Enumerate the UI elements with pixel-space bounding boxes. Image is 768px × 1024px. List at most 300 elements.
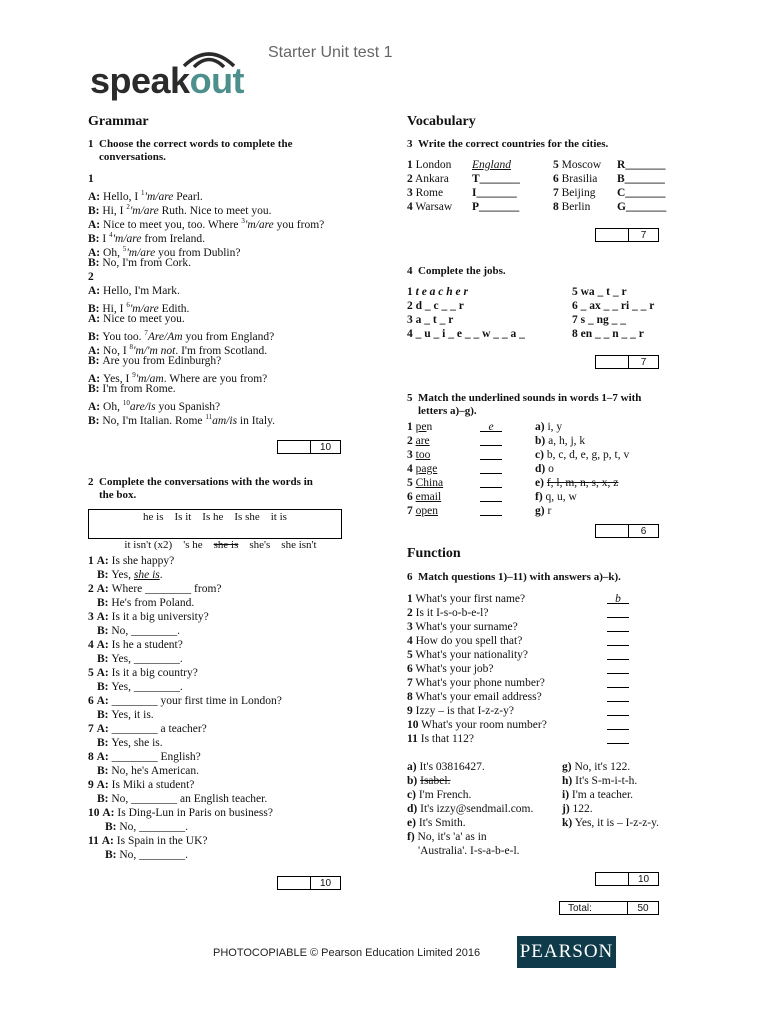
city-name: Rome [415, 187, 444, 199]
answer-option [562, 760, 630, 774]
answer-blank [480, 476, 502, 488]
question-text: What's your surname? [415, 621, 518, 633]
example-answer: England [472, 159, 511, 171]
speaker: B: [97, 709, 112, 721]
text: Where ________ from? [111, 583, 222, 595]
word-box-line-1: he is Is it Is he Is she it is [143, 511, 287, 523]
speaker: A: [96, 667, 112, 679]
speaker: A: [88, 285, 104, 297]
question-text: What's your room number? [421, 719, 547, 731]
conversation-line [88, 354, 221, 368]
answer-line [97, 764, 199, 778]
item-number: 6 [572, 300, 578, 312]
country-answer [472, 172, 520, 186]
item-number: 5 [88, 667, 94, 679]
text: Ruth. Nice to meet you. [158, 204, 272, 217]
speaker: A: [88, 400, 104, 413]
job-letters: s _ ng _ _ [580, 314, 626, 326]
item-number: 6 [88, 695, 94, 707]
question-item [407, 676, 545, 690]
answer-blank [607, 718, 629, 730]
option-letter: a) [535, 421, 545, 433]
speaker: B: [105, 821, 120, 833]
sound-word [407, 504, 438, 518]
city-name: Berlin [561, 201, 591, 213]
job-letters: a _ t _ r [415, 314, 454, 326]
item-number: 8 [553, 201, 559, 213]
conversation-line [88, 284, 180, 298]
item-number: 2 [407, 300, 413, 312]
question-text: Is it I-s-o-b-e-l? [415, 607, 489, 619]
answer-blank [607, 676, 629, 688]
text: No, ________. [119, 821, 189, 833]
country-answer [472, 158, 511, 172]
superscript-number: 9 [132, 371, 136, 379]
answer-option [407, 816, 466, 830]
answer-blank [480, 490, 502, 502]
option-text: q, u, w [545, 491, 577, 503]
superscript-number: 4 [109, 231, 113, 239]
grammar-title: Grammar [88, 114, 149, 129]
footer-copyright: PHOTOCOPIABLE © Pearson Education Limited 2016 [213, 947, 481, 959]
item-number: 8 [88, 751, 94, 763]
job-letters: en _ _ n _ _ r [580, 328, 644, 340]
option-letter: e) [535, 477, 544, 489]
item-number: 3 [407, 449, 413, 461]
text: Nice to meet you. [103, 313, 185, 325]
example-answer: she is [133, 569, 160, 581]
item-number: 2 [407, 173, 413, 185]
text: Are you from Edinburgh? [102, 355, 222, 367]
question-item [407, 732, 474, 746]
text: you from England? [182, 330, 275, 343]
sound-option [535, 420, 562, 434]
question-item [407, 704, 514, 718]
answer-blank [607, 704, 629, 716]
text: . [159, 569, 163, 581]
job-item [572, 327, 644, 341]
sound-option [535, 434, 585, 448]
sound-word [407, 462, 437, 476]
city-item [553, 158, 601, 172]
text: No, ________ an English teacher. [111, 793, 268, 805]
question-line [88, 666, 198, 680]
text: Is it a big country? [111, 667, 198, 679]
answer-line [97, 652, 183, 666]
text: . I'm from Scotland. [175, 344, 268, 357]
superscript-number: 7 [144, 329, 148, 337]
question-text: What's your email address? [415, 691, 542, 703]
answer-line [97, 736, 163, 750]
option-letter: d) [535, 463, 546, 475]
word-box-struck: she is [213, 539, 239, 551]
item-number: 6 [407, 491, 413, 503]
speaker: B: [97, 569, 112, 581]
question-text: What's your job? [415, 663, 494, 675]
option-letter: f) [535, 491, 543, 503]
option-letter: b) [535, 435, 546, 447]
superscript-number: 11 [205, 413, 213, 421]
country-blank: R_______ [617, 159, 666, 171]
ex4-instruction: 4 Complete the jobs. [407, 265, 506, 277]
pearson-logo: PEARSON [517, 936, 616, 968]
text: 1 [88, 173, 94, 185]
job-item [407, 299, 464, 313]
item-number: 7 [572, 314, 578, 326]
answer-blank [480, 434, 502, 446]
city-item [407, 186, 443, 200]
text: Yes, I [103, 372, 133, 385]
option-letter: f) [407, 831, 415, 843]
answer-option [407, 774, 450, 788]
city-item [407, 172, 449, 186]
job-item [572, 285, 627, 299]
ex5-score-box: 6 [595, 524, 659, 538]
example-answer: e [488, 421, 494, 433]
item-number: 9 [88, 779, 94, 791]
text: in Italy. [237, 414, 275, 427]
unit-title: Starter Unit test 1 [268, 44, 393, 61]
speaker: B: [97, 625, 112, 637]
text: Hi, I [102, 204, 127, 217]
option-text: b, c, d, e, g, p, t, v [546, 449, 630, 461]
item-number: 4 [407, 463, 413, 475]
speaker: A: [96, 779, 112, 791]
answer-blank [480, 448, 502, 460]
word-box-line-2b: she's she isn't [238, 539, 317, 551]
speaker: B: [97, 737, 112, 749]
speaker: A: [96, 583, 112, 595]
question-line [88, 834, 207, 848]
question-text: Is that 112? [420, 733, 474, 745]
item-number: 10 [407, 719, 419, 731]
ex6-score-box: 10 [595, 872, 659, 886]
country-blank: C_______ [617, 187, 666, 199]
text: No, I'm Italian. Rome [102, 414, 206, 427]
item-number: 11 [88, 835, 99, 847]
job-letters: wa _ t _ r [580, 286, 627, 298]
sound-option [535, 448, 629, 462]
item-number: 1 [407, 593, 413, 605]
speaker: B: [88, 330, 103, 343]
option-letter: h) [562, 775, 573, 787]
word-box-line-2a: it isn't (x2) 's he [124, 539, 214, 551]
speaker: B: [88, 232, 103, 245]
text: Is it a big university? [111, 611, 209, 623]
text: ________ a teacher? [111, 723, 207, 735]
job-letters: _ u _ i _ e _ _ w _ _ a _ [415, 328, 525, 340]
underlined-sound: open [415, 505, 438, 517]
speaker: B: [88, 302, 103, 315]
superscript-number: 8 [129, 343, 134, 351]
answer-option [407, 802, 533, 816]
text: No, I [103, 344, 130, 357]
logo-word-out: out [189, 60, 245, 101]
text: He's from Poland. [111, 597, 195, 609]
text: Is he a student? [111, 639, 183, 651]
option-text: i, y [547, 421, 563, 433]
choice: 'm/are [112, 232, 142, 245]
answer-blank [607, 732, 629, 744]
job-letters: t e a c h e r [415, 286, 469, 298]
speaker: B: [97, 653, 112, 665]
text: Hi, I [102, 302, 127, 315]
answer-option [407, 788, 471, 802]
item-number: 4 [407, 635, 413, 647]
text: Is Spain in the UK? [116, 835, 208, 847]
ex1-score-box: 10 [277, 440, 341, 454]
option-text: Isabel. [420, 775, 451, 787]
choice: 'm/are [126, 246, 156, 259]
answer-blank [607, 606, 629, 618]
option-text: It's S-m-i-t-h. [575, 775, 638, 787]
job-item [572, 313, 626, 327]
country-blank: T_______ [472, 173, 520, 185]
text: Yes, she is. [111, 737, 163, 749]
answer-blank [607, 592, 629, 604]
answer-line [97, 624, 180, 638]
choice: 'm/are [129, 302, 159, 315]
city-name: Moscow [561, 159, 602, 171]
choice: 'm/are [144, 190, 174, 203]
item-number: 11 [407, 733, 418, 745]
question-item [407, 606, 488, 620]
speaker: A: [96, 639, 112, 651]
answer-line [105, 848, 188, 862]
question-item [407, 620, 518, 634]
option-letter: d) [407, 803, 418, 815]
speaker: B: [97, 765, 112, 777]
item-number: 7 [553, 187, 559, 199]
city-item [553, 172, 597, 186]
question-line [88, 778, 194, 792]
function-title: Function [407, 546, 461, 561]
text: you from? [273, 218, 325, 231]
text: from Ireland. [141, 232, 206, 245]
conversation-line [88, 382, 176, 396]
speaker: B: [105, 849, 120, 861]
question-item [407, 690, 542, 704]
answer-option [562, 816, 659, 830]
country-blank: B_______ [617, 173, 665, 185]
ex3-instruction: 3 Write the correct countries for the cities. [407, 138, 609, 150]
option-letter: i) [562, 789, 570, 801]
country-blank: G_______ [617, 201, 667, 213]
country-answer [617, 158, 666, 172]
text: Yes, ________. [111, 653, 183, 665]
question-line [88, 694, 282, 708]
option-letter: c) [535, 449, 544, 461]
text: Oh, [103, 400, 123, 413]
choice: 'm/'m not [133, 344, 176, 357]
country-answer [472, 186, 517, 200]
speaker: A: [88, 246, 104, 259]
text: Oh, [103, 246, 123, 259]
item-number: 3 [88, 611, 94, 623]
item-number: 6 [553, 173, 559, 185]
item-number: 5 [553, 159, 559, 171]
sound-word [407, 434, 430, 448]
answer-line [105, 820, 188, 834]
text: Pearl. [173, 190, 203, 203]
conversation-line [88, 410, 275, 428]
item-number: 3 [407, 621, 413, 633]
ex1-instruction: 1 Choose the correct words to complete the conversations. [88, 138, 293, 163]
question-line [88, 806, 273, 820]
city-name: Brasilia [561, 173, 598, 185]
country-answer [472, 200, 519, 214]
question-line [88, 638, 183, 652]
item-number: 8 [572, 328, 578, 340]
option-letter: e) [407, 817, 416, 829]
item-number: 10 [88, 807, 100, 819]
option-text: a, h, j, k [548, 435, 586, 447]
speaker: A: [88, 218, 104, 231]
item-number: 3 [407, 187, 413, 199]
answer-blank [607, 690, 629, 702]
text: you Spanish? [155, 400, 221, 413]
option-text: It's 03816427. [419, 761, 485, 773]
underlined-sound: page [415, 463, 438, 475]
choice: are/is [129, 400, 156, 413]
ex4-score-box: 7 [595, 355, 659, 369]
job-item [572, 299, 654, 313]
question-item [407, 648, 528, 662]
city-name: Beijing [561, 187, 596, 199]
conversation-line [88, 312, 185, 326]
text: you from Dublin? [155, 246, 241, 259]
choice: Are/Am [147, 330, 183, 343]
answer-line [97, 680, 183, 694]
sound-option [535, 504, 551, 518]
ex3-score-box: 7 [595, 228, 659, 242]
ex2-instruction: 2 Complete the conversations with the words in the box. [88, 476, 313, 501]
city-item [407, 200, 452, 214]
speaker: A: [88, 372, 104, 385]
item-number: 5 [407, 477, 413, 489]
answer-blank [480, 420, 502, 432]
item-number: 4 [88, 639, 94, 651]
sound-option [535, 476, 618, 490]
city-item [553, 200, 590, 214]
speaker: A: [101, 835, 117, 847]
answer-blank [607, 662, 629, 674]
text: Yes, [111, 569, 134, 581]
item-number: 7 [88, 723, 94, 735]
ex5-instruction: 5 Match the underlined sounds in words 1–7 with letters a)–g). [407, 392, 642, 417]
item-number: 1 [407, 421, 413, 433]
option-text: 'Australia'. I-s-a-b-e-l. [418, 845, 520, 857]
question-text: What's your nationality? [415, 649, 528, 661]
speaker: B: [97, 793, 112, 805]
answer-option [407, 830, 487, 844]
item-number: 5 [572, 286, 578, 298]
underlined-sound: email [415, 491, 442, 503]
item-number: 6 [407, 663, 413, 675]
question-line [88, 582, 222, 596]
option-letter: g) [562, 761, 572, 773]
item-number: 9 [407, 705, 413, 717]
question-text: How do you spell that? [415, 635, 523, 647]
question-item [407, 662, 494, 676]
choice: 'm/are [129, 204, 159, 217]
country-blank: P_______ [472, 201, 520, 213]
underlined-sound: China [415, 477, 444, 489]
answer-option [562, 774, 637, 788]
answer-blank [480, 462, 502, 474]
question-item [407, 592, 525, 606]
speaker: A: [88, 344, 104, 357]
job-item [407, 285, 468, 299]
sound-word [407, 476, 443, 490]
job-item [407, 313, 453, 327]
speakout-logo [90, 48, 262, 100]
item-number: 4 [407, 328, 413, 340]
conversation-line [88, 256, 191, 270]
choice: 'm/am [135, 372, 164, 385]
option-text: It's izzy@sendmail.com. [420, 803, 534, 815]
city-item [407, 158, 451, 172]
question-item [407, 634, 522, 648]
answer-line [97, 792, 267, 806]
underlined-sound: are [415, 435, 430, 447]
question-text: What's your first name? [415, 593, 526, 605]
vocabulary-title: Vocabulary [407, 114, 476, 129]
speaker: B: [97, 681, 112, 693]
text: n [426, 421, 433, 433]
superscript-number: 3 [241, 217, 245, 225]
city-name: Ankara [415, 173, 449, 185]
item-number: 7 [407, 677, 413, 689]
answer-option-continued [418, 844, 520, 858]
text: Edith. [158, 302, 190, 315]
question-line [88, 722, 207, 736]
ex6-instruction: 6 Match questions 1)–11) with answers a)–k). [407, 571, 621, 583]
job-letters: _ ax _ _ ri _ _ r [580, 300, 655, 312]
example-answer: b [615, 593, 621, 605]
option-letter: k) [562, 817, 573, 829]
job-item [407, 327, 525, 341]
item-number: 5 [407, 649, 413, 661]
superscript-number: 6 [126, 301, 130, 309]
text: No, ________. [111, 625, 181, 637]
city-item [553, 186, 596, 200]
option-letter: g) [535, 505, 545, 517]
speaker: A: [88, 313, 104, 325]
speaker: A: [96, 695, 112, 707]
text: No, I'm from Cork. [102, 257, 192, 269]
superscript-number: 1 [141, 189, 145, 197]
item-number: 1 [407, 286, 413, 298]
text: Hello, I'm Mark. [103, 285, 180, 297]
text: Hello, I [103, 190, 142, 203]
answer-blank [607, 620, 629, 632]
speaker: B: [88, 383, 103, 395]
text: . Where are you from? [163, 372, 268, 385]
option-letter: b) [407, 775, 418, 787]
text: I [102, 232, 110, 245]
conversation-number [88, 172, 94, 186]
answer-blank [607, 634, 629, 646]
choice: 'm/are [244, 218, 274, 231]
country-blank: I_______ [472, 187, 517, 199]
speaker: A: [96, 723, 112, 735]
superscript-number: 5 [122, 245, 127, 253]
answer-line [97, 596, 194, 610]
item-number: 8 [407, 691, 413, 703]
text: I'm from Rome. [102, 383, 176, 395]
superscript-number: 10 [122, 399, 130, 407]
